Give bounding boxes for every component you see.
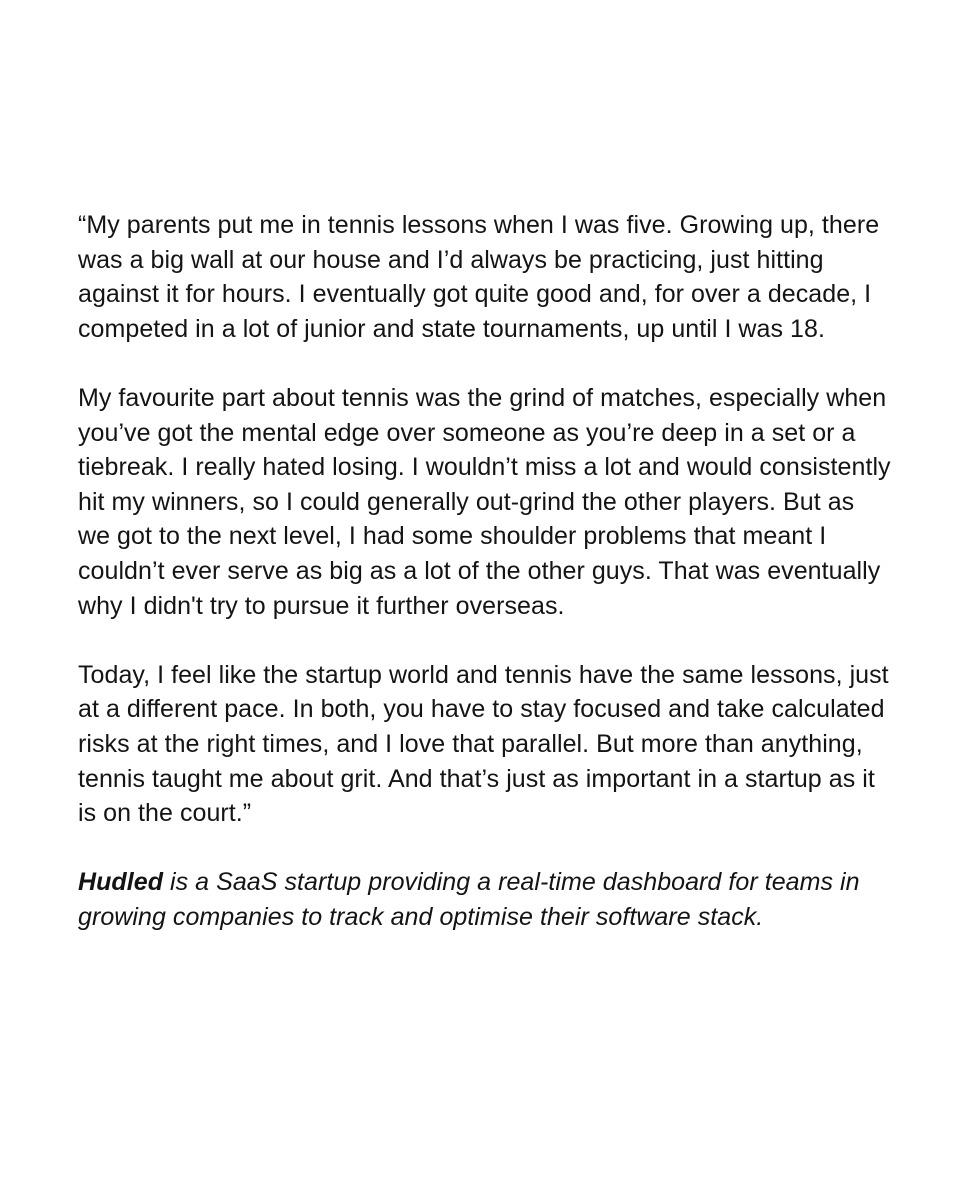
company-caption (78, 865, 893, 934)
quote-paragraph-2: My favourite part about tennis was the grind of matches, especially when you’ve got the mental edge over someone as you’re deep in a set or a tiebreak. I really hated losing. I wouldn’t miss a lot and would consistently hit my winners, so I could generally out-grind the other players. But as we got to the next level, I had some shoulder problems that meant I couldn’t ever serve as big as a lot of the other guys. That was eventually why I didn't try to pursue it further overseas. (78, 383, 891, 620)
quote-paragraph-1: “My parents put me in tennis lessons when I was five. Growing up, there was a big wall at our house and I’d always be practicing, just hitting against it for hours. I eventually got quite good and, for over a decade, I competed in a lot of junior and state tournaments, up until I was 18. (78, 211, 880, 343)
quote-paragraph-3: Today, I feel like the startup world and tennis have the same lessons, just at a different pace. In both, you have to stay focused and take calculated risks at the right times, and I love that parallel. But more than anything, tennis taught me about grit. And that’s just as important in a startup as it is on the court.” (78, 660, 889, 828)
company-name: Hudled (78, 868, 164, 897)
quote-content (78, 208, 893, 969)
company-description: is a SaaS startup providing a real-time dashboard for teams in growing companies to track and optimise their software stack. (78, 868, 860, 931)
